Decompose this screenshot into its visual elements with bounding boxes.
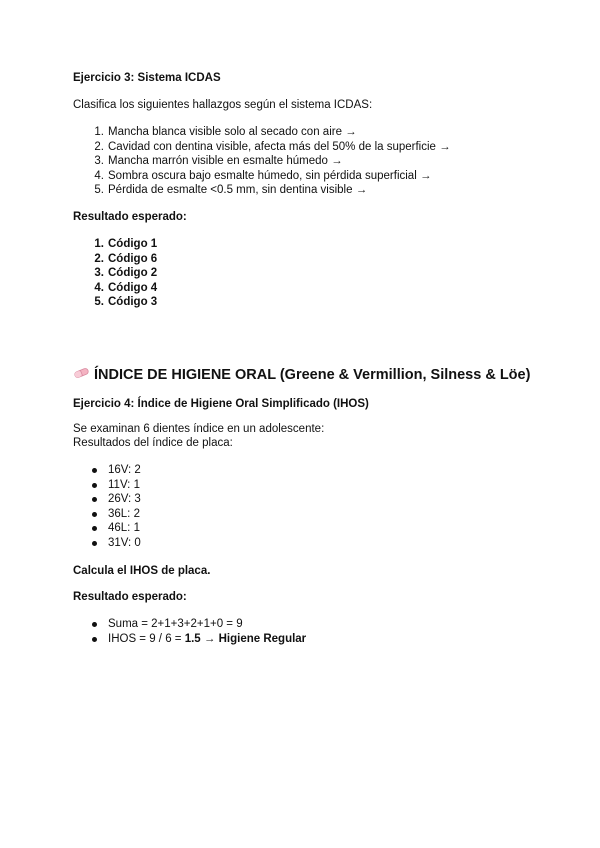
list-item: 11V: 1 (108, 478, 141, 493)
list-item: 46L: 1 (108, 521, 141, 536)
ex3-intro: Clasifica los siguientes hallazgos según el sistema ICDAS: (73, 99, 373, 111)
list-item: 2. Código 6 (94, 252, 158, 265)
ex3-result-label: Resultado esperado: (73, 211, 187, 223)
list-item: 4. Sombra oscura bajo esmalte húmedo, sin pérdida superficial → (94, 169, 432, 182)
list-item: 1. Código 1 (94, 238, 158, 250)
list-item: 31V: 0 (108, 536, 141, 551)
list-item: 2. Cavidad con dentina visible, afecta más del 50% de la superficie → (94, 140, 451, 153)
ex4-title: Ejercicio 4: Índice de Higiene Oral Simplificado (IHOS) (73, 398, 369, 410)
ex4-line2: Resultados del índice de placa: (73, 437, 233, 449)
ex3-results (94, 237, 158, 310)
list-item: 4. Código 4 (94, 281, 158, 294)
ex4-line1: Se examinan 6 dientes índice en un adolescente: (73, 423, 325, 435)
ex4-values-list (108, 463, 141, 551)
section-title: ÍNDICE DE HIGIENE ORAL (Greene & Vermillion, Silness & Löe) (94, 367, 531, 383)
list-item: 5. Código 3 (94, 296, 158, 309)
list-item: 16V: 2 (108, 463, 141, 478)
list-item: 36L: 2 (108, 507, 141, 522)
list-item: 5. Pérdida de esmalte <0.5 mm, sin dentina visible → (94, 184, 368, 197)
ex4-task: Calcula el IHOS de placa. (73, 565, 211, 577)
section-heading (73, 366, 530, 384)
pill-icon (73, 366, 90, 384)
ex4-results-list (108, 617, 306, 646)
ex3-title: Ejercicio 3: Sistema ICDAS (73, 72, 221, 84)
list-item: 3. Código 2 (94, 267, 158, 280)
list-item: 26V: 3 (108, 492, 141, 507)
list-item: IHOS = 9 / 6 = 1.5 → Higiene Regular (108, 632, 306, 647)
list-item: 1. Mancha blanca visible solo al secado con aire → (94, 126, 357, 138)
ex3-list (94, 125, 451, 198)
list-item: 3. Mancha marrón visible en esmalte húmedo → (94, 155, 343, 168)
ex4-result-label: Resultado esperado: (73, 591, 187, 603)
list-item: Suma = 2+1+3+2+1+0 = 9 (108, 617, 306, 632)
